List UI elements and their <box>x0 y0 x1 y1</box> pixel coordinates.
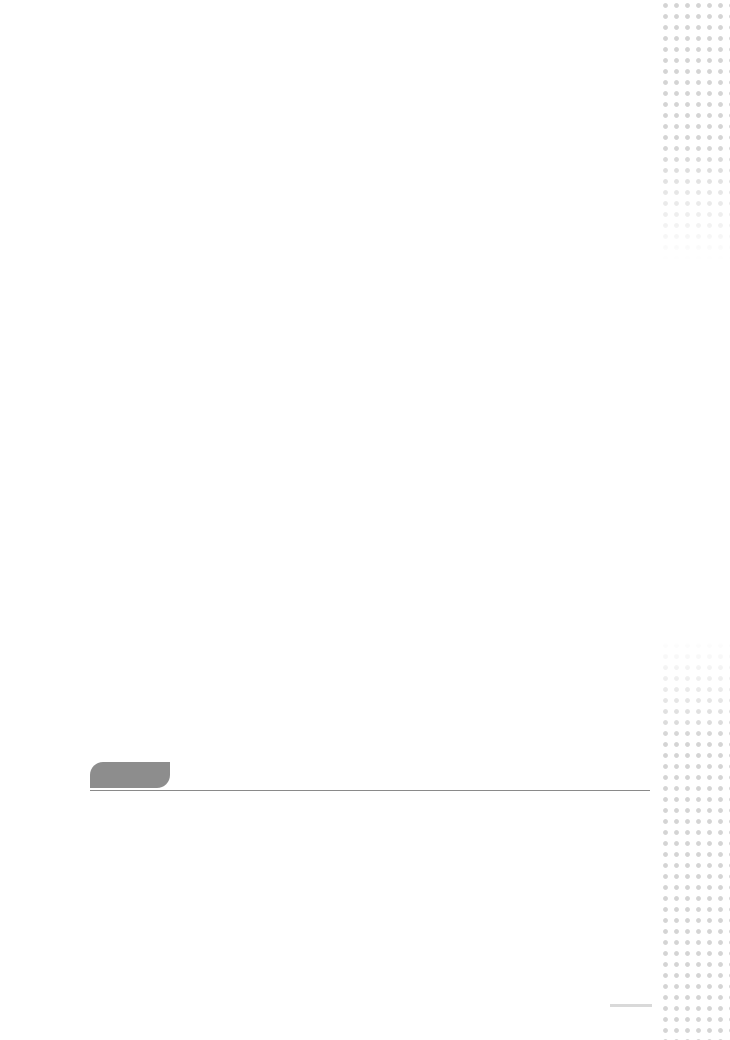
section-heading <box>90 760 650 791</box>
section-badge <box>90 762 170 788</box>
decorative-dot-pattern-top <box>660 0 730 260</box>
page-number-rule <box>610 1004 652 1007</box>
decorative-dot-pattern-bottom <box>660 640 730 1040</box>
